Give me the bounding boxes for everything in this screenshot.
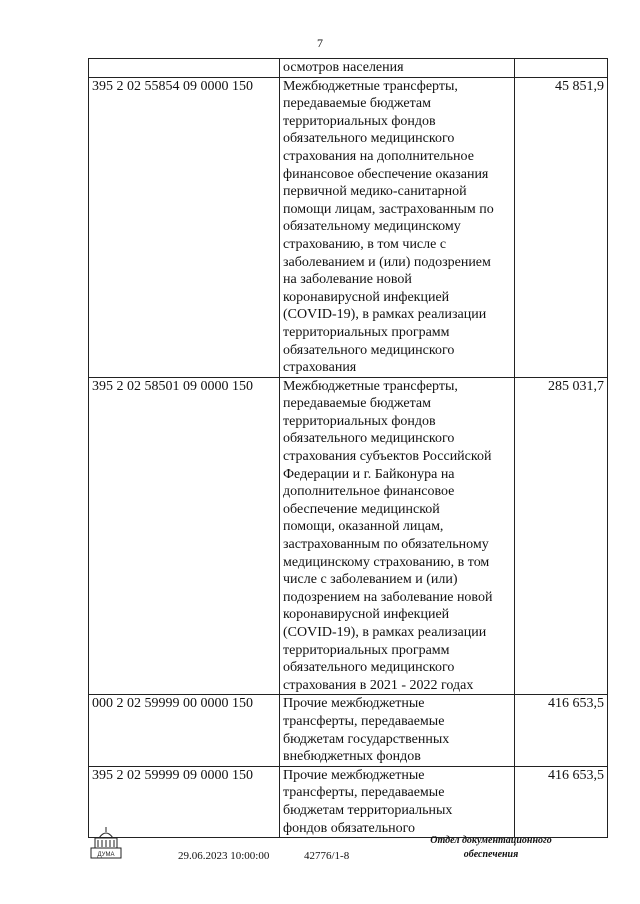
description-cell bbox=[280, 59, 515, 78]
budget-code-cell: 000 2 02 59999 00 0000 150 bbox=[89, 695, 280, 766]
amount-cell: 45 851,9 bbox=[515, 77, 608, 377]
table-row bbox=[89, 377, 608, 695]
table-row bbox=[89, 77, 608, 377]
budget-code-cell: 395 2 02 59999 09 0000 150 bbox=[89, 766, 280, 837]
budget-code-cell: 395 2 02 58501 09 0000 150 bbox=[89, 377, 280, 695]
footer-doc-number: 42776/1-8 bbox=[304, 850, 350, 862]
amount-cell: 416 653,5 bbox=[515, 766, 608, 837]
table-row bbox=[89, 59, 608, 78]
description-text: Межбюджетные трансферты, передаваемые бюджетам территориальных фондов обязательного медицинского страхования субъектов Российской Федерации и г. Байконура на дополнительное финансовое обеспечение медицинской помощи, оказанной лицам, застрахованным по обязательному медицинскому страхованию, в том числе с заболеванием и (или) подозрением на заболевание новой коронавирусной инфекцией (COVID-19), в рамках реализации территориальных программ обязательного медицинского страхования в 2021 - 2022 годах bbox=[283, 378, 493, 693]
description-cell bbox=[280, 77, 515, 377]
description-cell bbox=[280, 766, 515, 837]
description-cell bbox=[280, 377, 515, 695]
description-text: Прочие межбюджетные трансферты, передаваемые бюджетам территориальных фондов обязательного bbox=[283, 767, 453, 836]
description-text: Межбюджетные трансферты, передаваемые бюджетам территориальных фондов обязательного медицинского страхования на дополнительное финансовое обеспечение оказания первичной медико-санитарной помощи лицам, застрахованным по обязательному медицинскому страхованию, в том числе с заболеванием и (или) подозрением на заболевание новой коронавирусной инфекцией (COVID-19), в рамках реализации территориальных программ обязательного медицинского страхования bbox=[283, 78, 494, 376]
table-row bbox=[89, 695, 608, 766]
amount-cell: 285 031,7 bbox=[515, 377, 608, 695]
duma-logo-text: ДУМА bbox=[97, 852, 115, 858]
page-number: 7 bbox=[317, 36, 323, 50]
duma-logo-icon bbox=[89, 826, 123, 860]
footer-department-line1: Отдел документационного bbox=[430, 835, 552, 846]
description-text: Прочие межбюджетные трансферты, передаваемые бюджетам государственных внебюджетных фондов bbox=[283, 696, 450, 765]
budget-code-cell: 395 2 02 55854 09 0000 150 bbox=[89, 77, 280, 377]
footer-department-line2: обеспечения bbox=[463, 849, 519, 860]
amount-cell: 416 653,5 bbox=[515, 695, 608, 766]
footer-department bbox=[396, 834, 586, 862]
description-text: осмотров населения bbox=[283, 60, 404, 75]
description-cell bbox=[280, 695, 515, 766]
amount-cell bbox=[515, 59, 608, 78]
budget-table bbox=[88, 58, 608, 838]
table-row bbox=[89, 766, 608, 837]
budget-code-cell bbox=[89, 59, 280, 78]
footer-date: 29.06.2023 10:00:00 bbox=[178, 850, 270, 862]
